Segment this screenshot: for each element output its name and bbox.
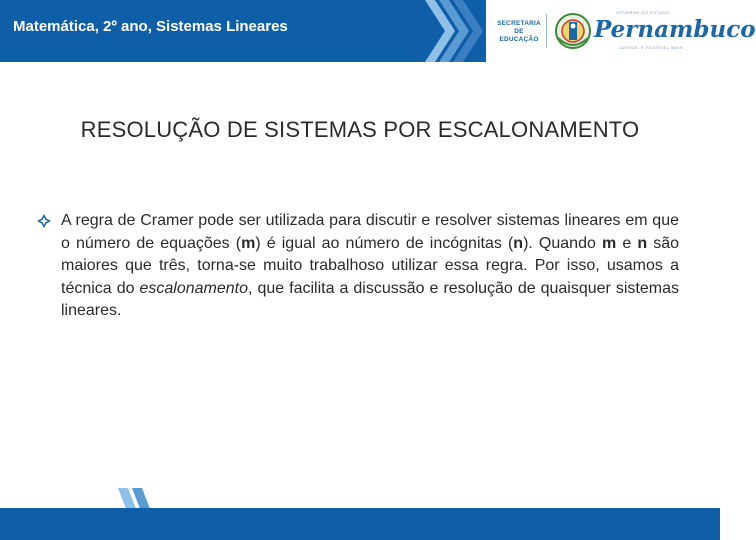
logo-area bbox=[486, 0, 756, 62]
variable-m: m bbox=[241, 234, 256, 252]
footer-bar bbox=[0, 508, 720, 540]
course-title: Matemática, 2º ano, Sistemas Lineares bbox=[13, 18, 288, 35]
header-bar bbox=[0, 0, 756, 62]
pernambuco-seal-icon bbox=[554, 12, 592, 50]
variable-n: n bbox=[637, 234, 648, 252]
variable-m: m bbox=[601, 234, 617, 252]
diamond-bullet-icon bbox=[36, 213, 52, 229]
variable-n: n bbox=[513, 234, 524, 252]
secretaria-label: SECRETARIA DE EDUCAÇÃO bbox=[497, 20, 541, 43]
brand-bottom-caption: JUNTOS, É POSSÍVEL MAIS bbox=[619, 45, 683, 50]
bullet-text: A regra de Cramer pode ser utilizada para discutir e resolver sistemas lineares em que o número de equações (m) é igual ao número de incógnitas (n). Quando m e n são maiores que três, torna-se muito trabalhoso utilizar essa regra. Por isso, usamos a técnica do escalonamento, que facilita a discussão e resolução de quaisquer sistemas lineares. bbox=[61, 212, 680, 320]
header-stripes-decoration bbox=[395, 0, 485, 62]
bullet-item bbox=[36, 210, 679, 323]
logo-divider bbox=[546, 14, 547, 48]
slide-title: RESOLUÇÃO DE SISTEMAS POR ESCALONAMENTO bbox=[80, 117, 640, 142]
brand-top-caption: GOVERNO DO ESTADO bbox=[616, 10, 670, 15]
brand-logotype: Pernambuco bbox=[594, 16, 756, 43]
term-escalonamento: escalonamento bbox=[139, 279, 249, 297]
